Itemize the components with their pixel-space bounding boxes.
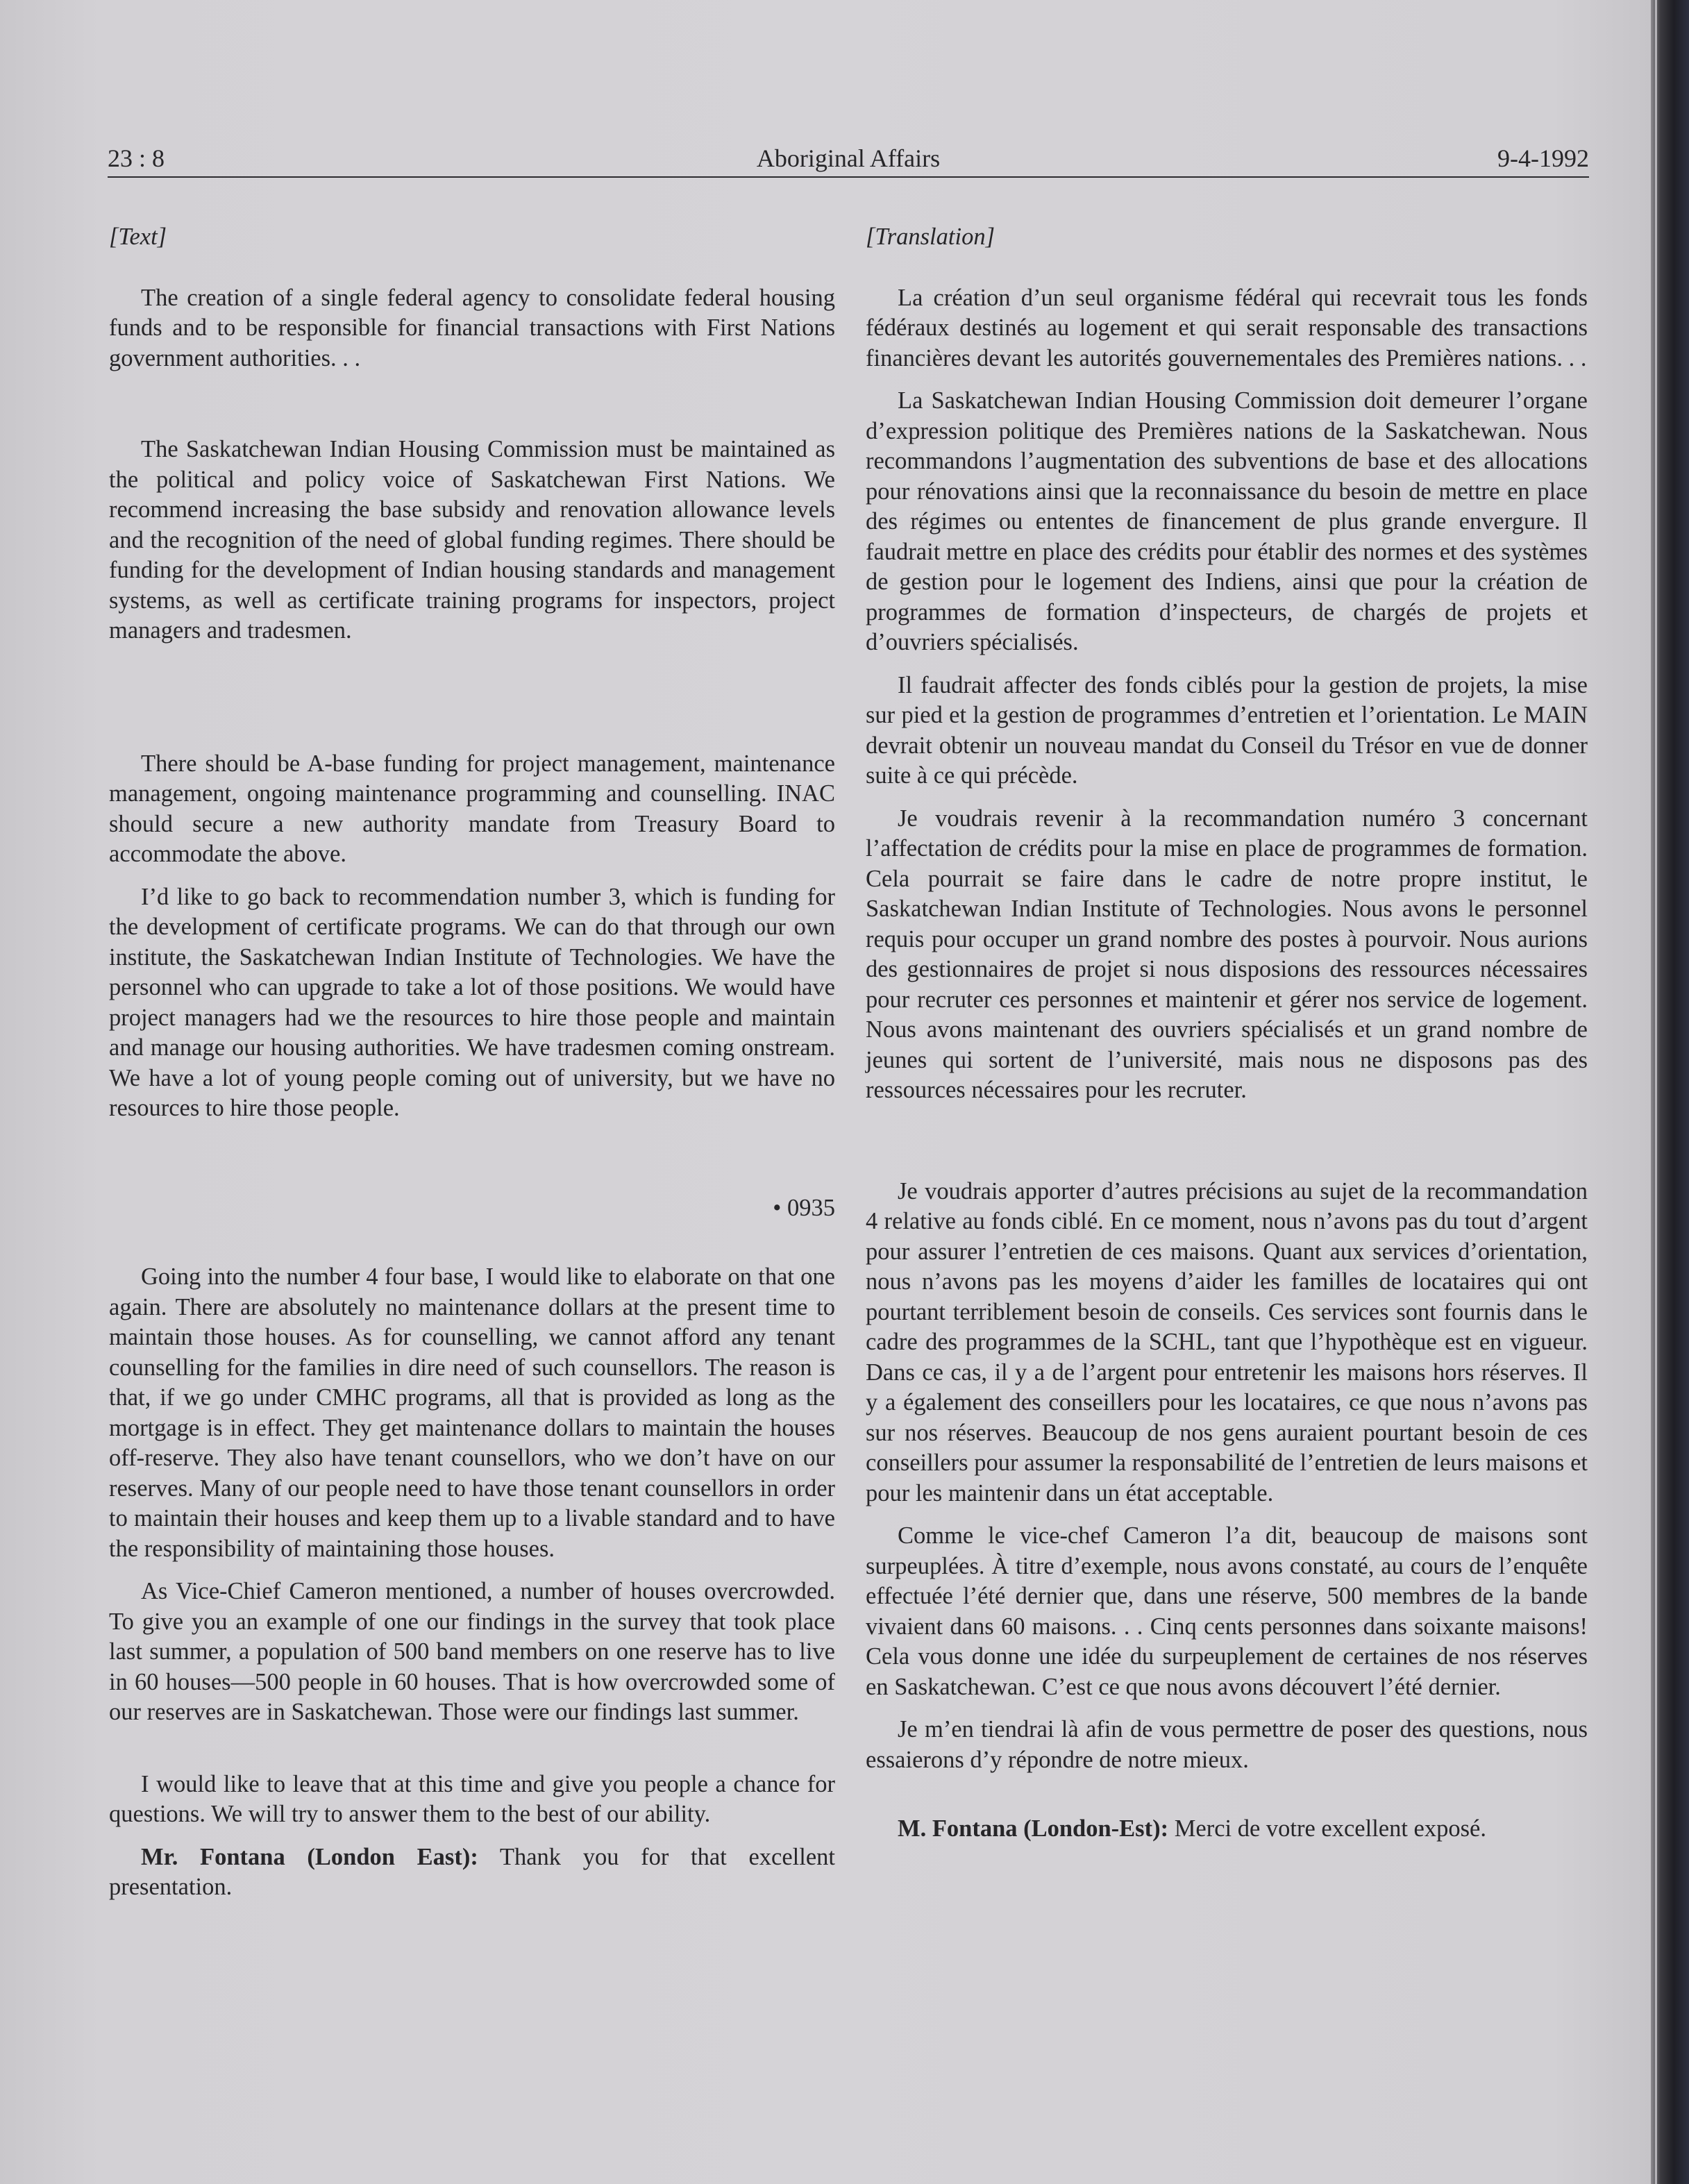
page-number: 23 : 8 <box>108 144 165 172</box>
paragraph: I’d like to go back to recommendation number 3, which is funding for the development of certificate programs. We can do that through our own institute, the Saskatchewan Indian Institute of Technologies. We have the personnel who can upgrade to take a lot of those positions. We would have project managers had we the resources to hire those people and maintain and manage our housing authorities. We have tradesmen coming onstream. We have a lot of young people coming out of university, but we have no resources to hire those people. <box>109 883 835 1121</box>
paragraph: Je m’en tiendrai là afin de vous permettre de poser des questions, nous essaierons d’y répondre de notre mieux. <box>866 1716 1588 1773</box>
running-header <box>108 142 1589 175</box>
column-label: [Text] <box>109 224 167 250</box>
paragraph: The creation of a single federal agency to consolidate federal housing funds and to be responsible for financial transactions with First Nations government authorities. . . <box>109 284 835 371</box>
paragraph: La création d’un seul organisme fédéral qui recevrait tous les fonds fédéraux destinés au logement et qui serait responsable des transactions financières devant les autorités gouvernementales des Premières nations. . . <box>866 284 1588 371</box>
paragraph: Going into the number 4 four base, I would like to elaborate on that one again. There are absolutely no maintenance dollars at the present time to maintain those houses. As for counselling, we cannot afford any tenant counselling for the families in dire need of such counsellors. The reason is that, if we go under CMHC programs, all that is provided as long as the mortgage is in effect. They get maintenance dollars to maintain the houses off-reserve. They also have tenant counsellors, who we don’t have on our reserves. Many of our people need to have those tenant counsellors in order to maintain their houses and keep them up to a livable standard and to have the responsibility of maintaining those houses. <box>109 1263 835 1562</box>
speaker-text: Thank you for that excellent presentation. <box>109 1843 835 1900</box>
french-column <box>866 222 1588 1845</box>
paragraph: As Vice-Chief Cameron mentioned, a number of houses overcrowded. To give you an example of one our findings in the survey that took place last summer, a population of 500 band members on one reserve has to live in 60 houses—500 people in 60 houses. That is how overcrowded some of our reserves are in Saskatchewan. Those were our findings last summer. <box>109 1578 835 1725</box>
paragraph: Je voudrais revenir à la recommandation numéro 3 concernant l’affectation de crédits pour la mise en place de programmes de formation. Cela pourrait se faire dans le cadre de notre propre institut, le Saskatchewan Indian Institute of Technologies. Nous avons le personnel requis pour occuper un grand nombre des postes à pourvoir. Nous aurions des gestionnaires de projet si nous disposions des ressources nécessaires pour recruter ces personnes et maintenir et gérer nos service de logement. Nous avons maintenant des ouvriers spécialisés et un grand nombre de jeunes qui sortent de l’université, mais nous ne disposons pas des ressources nécessaires pour les recruter. <box>866 805 1588 1103</box>
paragraph: Il faudrait affecter des fonds ciblés pour la gestion de projets, la mise sur pied et la gestion de programmes d’entretien et l’orientation. Le MAIN devrait obtenir un nouveau mandat du Conseil du Trésor en vue de donner suite à ce qui précède. <box>866 671 1588 789</box>
column-label: [Translation] <box>866 224 995 250</box>
speaker-text: Merci de votre excellent exposé. <box>1168 1815 1486 1842</box>
page-edge <box>1655 0 1657 2184</box>
header-rule <box>108 176 1589 178</box>
paragraph: Je voudrais apporter d’autres précisions au sujet de la recommandation 4 relative au fonds ciblé. En ce moment, nous n’avons pas du tout d’argent pour assurer l’entretien de ces maisons. Quant aux services d’orientation, nous n’avons pas les moyens d’aider les familles de locataires qui ont pourtant terriblement besoin de conseils. Ces services sont fournis dans le cadre des programmes de la SCHL, tant que l’hypothèque est en vigueur. Dans ce cas, il y a de l’argent pour entretenir les maisons hors réserves. Il y a également des conseillers pour les locataires, ce que nous n’avons pas sur nos réserves. Beaucoup de nos gens auraient pourtant besoin de ces conseillers pour assumer la responsabilité de l’entretien de leurs maisons et pour les maintenir dans un état acceptable. <box>866 1177 1588 1506</box>
paragraph: There should be A-base funding for project management, maintenance management, ongoing maintenance programming and counselling. INAC should secure a new authority mandate from Treasury Board to accommodate the above. <box>109 750 835 867</box>
issue-date: 9-4-1992 <box>1497 144 1589 172</box>
publication-title: Aboriginal Affairs <box>756 144 941 172</box>
speaker-name: Mr. Fontana (London East): <box>141 1843 478 1870</box>
paragraph: Comme le vice-chef Cameron l’a dit, beaucoup de maisons sont surpeuplées. À titre d’exemple, nous avons constaté, au cours de l’enquête effectuée l’été dernier que, dans une réserve, 500 membres de la bande vivaient dans 60 maisons. . . Cinq cents personnes dans soixante maisons! Cela vous donne une idée du surpeuplement de certaines de nos réserves en Saskatchewan. C’est ce que nous avons découvert l’été dernier. <box>866 1522 1588 1700</box>
speaker-paragraph <box>109 1842 835 1903</box>
paragraph: La Saskatchewan Indian Housing Commission doit demeurer l’organe d’expression politique des Premières nations de la Saskatchewan. Nous recommandons l’augmentation des subventions de base et des allocations pour rénovations ainsi que la reconnaissance du besoin de mettre en place des régimes ou ententes de financement de plus grande envergure. Il faudrait mettre en place des crédits pour établir des normes et des systèmes de gestion pour le logement des Indiens, ainsi que pour la création de programmes de formation d’inspecteurs, de chargés de projets et d’ouvriers spécialisés. <box>866 387 1588 655</box>
speaker-paragraph <box>866 1814 1588 1845</box>
english-column <box>109 222 835 1903</box>
paragraph: The Saskatchewan Indian Housing Commission must be maintained as the political and policy voice of Saskatchewan First Nations. We recommend increasing the base subsidy and renovation allowance levels and the recognition of the need of global funding regimes. There should be funding for the development of Indian housing standards and management systems, as well as certificate training programs for inspectors, project managers and tradesmen. <box>109 436 835 644</box>
speaker-name: M. Fontana (London-Est): <box>898 1815 1169 1842</box>
time-marker: • 0935 <box>773 1194 835 1221</box>
paragraph: I would like to leave that at this time and give you people a chance for questions. We will try to answer them to the best of our ability. <box>109 1770 835 1827</box>
